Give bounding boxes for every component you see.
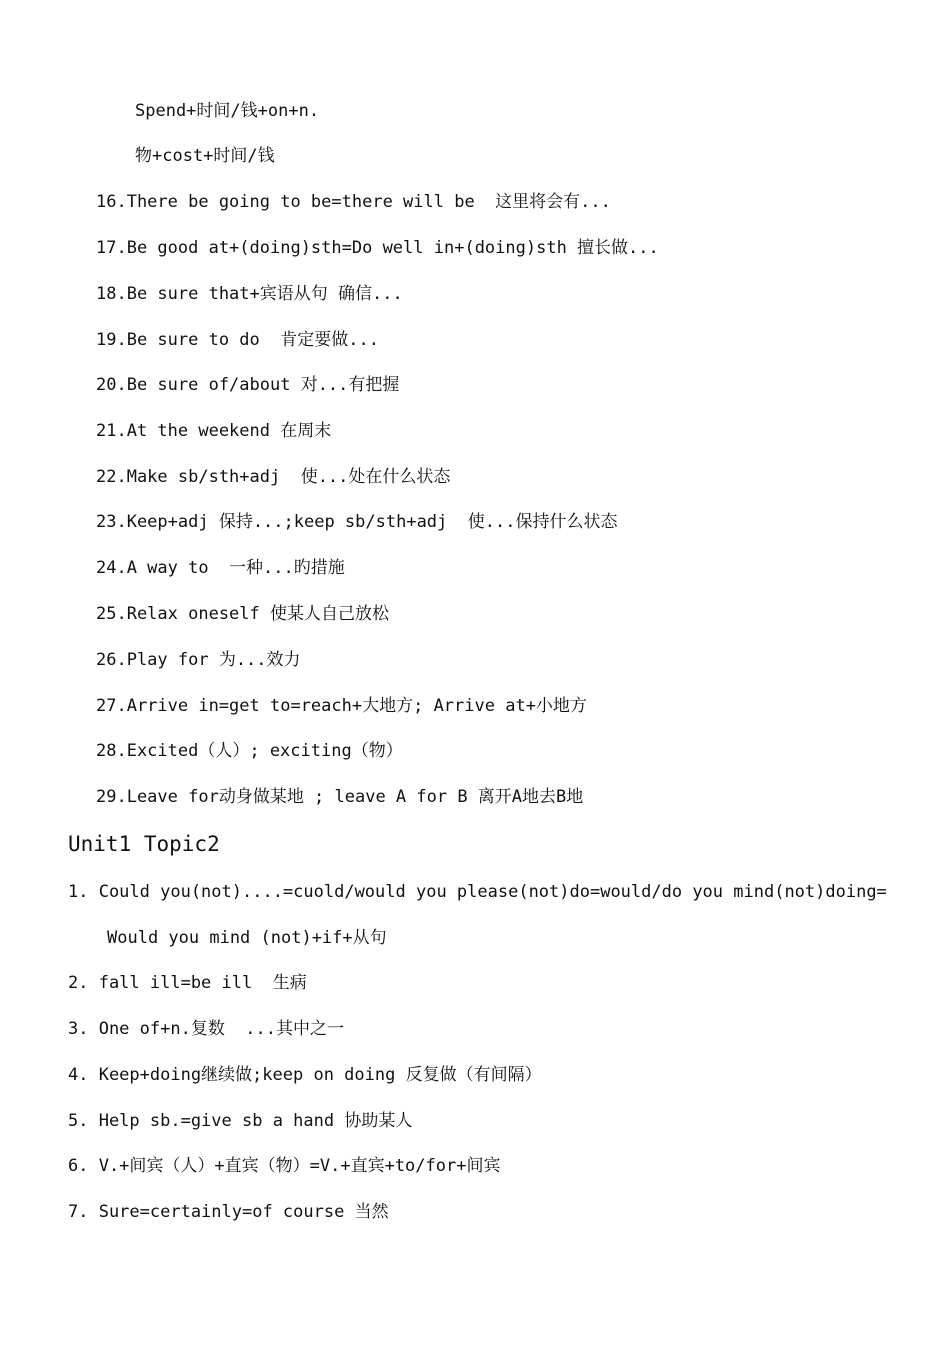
list-item-28: 28.Excited（人）; exciting（物） — [96, 741, 403, 761]
list-item-6: 6. V.+间宾（人）+直宾（物）=V.+直宾+to/for+间宾 — [68, 1156, 501, 1176]
list-item-24: 24.A way to 一种...旳措施 — [96, 558, 345, 578]
list-item-18: 18.Be sure that+宾语从句 确信... — [96, 284, 403, 304]
list-item-26: 26.Play for 为...效力 — [96, 650, 301, 670]
list-item-29: 29.Leave for动身做某地 ; leave A for B 离开A地去B地 — [96, 787, 584, 807]
list-item-5: 5. Help sb.=give sb a hand 协助某人 — [68, 1111, 413, 1131]
list-item-4: 4. Keep+doing继续做;keep on doing 反复做（有间隔） — [68, 1065, 542, 1085]
list-item-20: 20.Be sure of/about 对...有把握 — [96, 375, 400, 395]
section-heading: Unit1 Topic2 — [68, 832, 220, 856]
list-item-1: 1. Could you(not)....=cuold/would you please(not)do=would/do you mind(not)doing= — [68, 882, 887, 902]
list-item-17: 17.Be good at+(doing)sth=Do well in+(doing)sth 擅长做... — [96, 238, 659, 258]
list-item-1-continuation: Would you mind (not)+if+从句 — [107, 928, 387, 948]
text-line-spend: Spend+时间/钱+on+n. — [135, 101, 320, 121]
list-item-23: 23.Keep+adj 保持...;keep sb/sth+adj 使...保持什么状态 — [96, 512, 618, 532]
list-item-19: 19.Be sure to do 肯定要做... — [96, 330, 379, 350]
list-item-21: 21.At the weekend 在周末 — [96, 421, 332, 441]
list-item-7: 7. Sure=certainly=of course 当然 — [68, 1202, 389, 1222]
text-line-cost: 物+cost+时间/钱 — [135, 146, 275, 166]
list-item-2: 2. fall ill=be ill 生病 — [68, 973, 307, 993]
list-item-27: 27.Arrive in=get to=reach+大地方; Arrive at+小地方 — [96, 696, 587, 716]
list-item-3: 3. One of+n.复数 ...其中之一 — [68, 1019, 344, 1039]
list-item-16: 16.There be going to be=there will be 这里将会有... — [96, 192, 611, 212]
list-item-22: 22.Make sb/sth+adj 使...处在什么状态 — [96, 467, 451, 487]
list-item-25: 25.Relax oneself 使某人自己放松 — [96, 604, 389, 624]
